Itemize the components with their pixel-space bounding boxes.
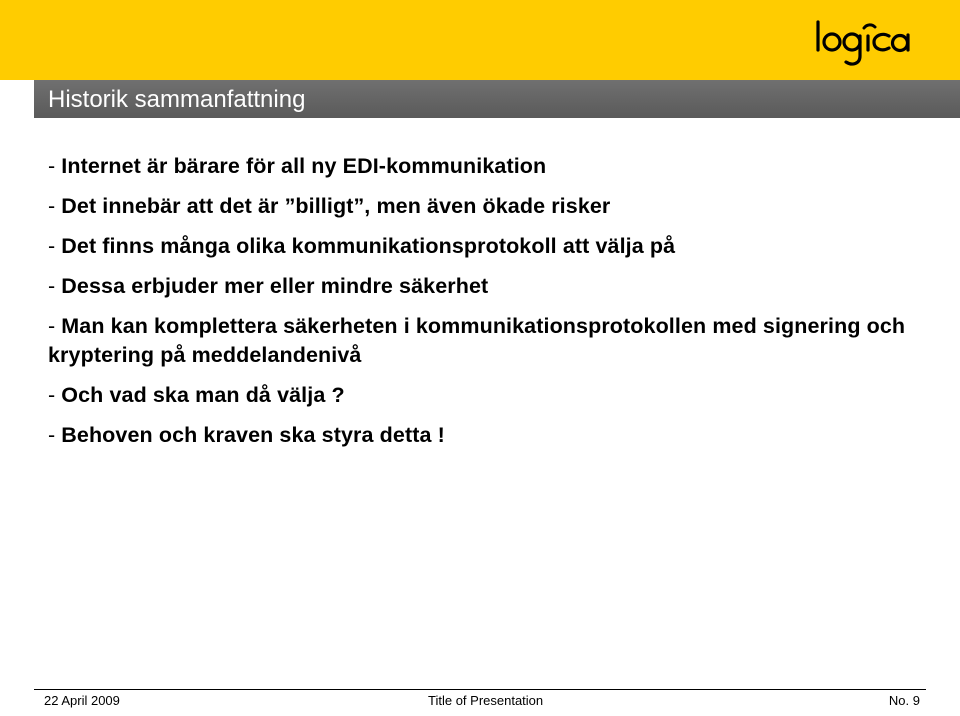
bullet-text: Det innebär att det är ”billigt”, men även ökade risker (61, 194, 611, 218)
bullet-marker: - (48, 154, 56, 178)
bullet-item (48, 312, 928, 370)
footer-date: 22 April 2009 (44, 693, 120, 708)
bullet-item (48, 272, 928, 301)
footer-divider (34, 689, 926, 690)
logica-logo (812, 14, 922, 74)
bullet-marker: - (48, 423, 56, 447)
bullet-item (48, 381, 928, 410)
bullet-list (48, 152, 928, 461)
footer-page-number: No. 9 (888, 693, 920, 708)
title-bar (34, 80, 960, 118)
bullet-text: Dessa erbjuder mer eller mindre säkerhet (61, 274, 489, 298)
bullet-text: Internet är bärare för all ny EDI-kommunikation (61, 154, 547, 178)
bullet-text: Det finns många olika kommunikationsprotokoll att välja på (61, 234, 676, 258)
bullet-marker: - (48, 274, 56, 298)
slide-title: Historik sammanfattning (48, 86, 306, 113)
bullet-item (48, 421, 928, 450)
bullet-marker: - (48, 234, 56, 258)
bullet-marker: - (48, 383, 56, 407)
footer (44, 693, 920, 713)
bullet-text: Och vad ska man då välja ? (61, 383, 345, 407)
bullet-item (48, 192, 928, 221)
bullet-item (48, 232, 928, 261)
bullet-text: Man kan komplettera säkerheten i kommunikationsprotokollen med signering och kryptering på meddelandenivå (48, 314, 906, 367)
bullet-marker: - (48, 314, 56, 338)
bullet-text: Behoven och kraven ska styra detta ! (61, 423, 445, 447)
bullet-marker: - (48, 194, 56, 218)
footer-presentation-title: Title of Presentation (428, 693, 544, 708)
bullet-item (48, 152, 928, 181)
